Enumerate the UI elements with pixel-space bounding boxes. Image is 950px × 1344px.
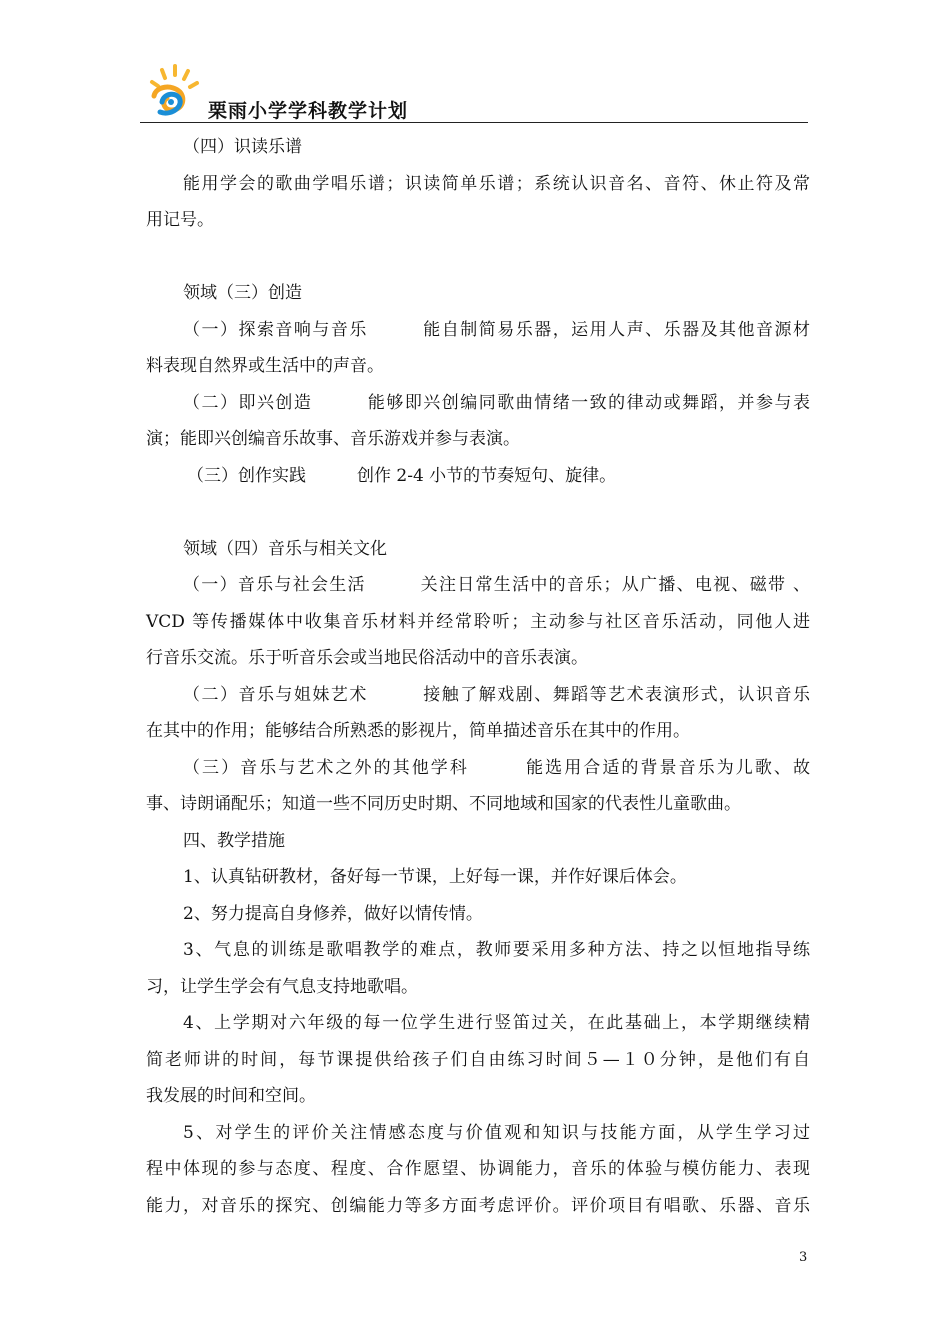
paragraph-line: （三）创作实践 创作 2-4 小节的节奏短句、旋律。: [187, 465, 617, 486]
header-divider: [140, 122, 808, 123]
section-heading: 领域（三）创造: [183, 283, 302, 303]
page-header: [140, 62, 808, 124]
paragraph-line: 能用学会的歌曲学唱乐谱；识读简单乐谱；系统认识音名、音符、休止符及常: [183, 173, 810, 194]
paragraph-line: 事、诗朗诵配乐；知道一些不同历史时期、不同地域和国家的代表性儿童歌曲。: [146, 794, 741, 814]
blank-line: [146, 494, 810, 531]
paragraph-line: 简老师讲的时间，每节课提供给孩子们自由练习时间５—１０分钟，是他们有自: [146, 1049, 810, 1070]
paragraph-line: （二）音乐与姐妹艺术 接触了解戏剧、舞蹈等艺术表演形式，认识音乐: [183, 684, 810, 705]
paragraph-line: （三）音乐与艺术之外的其他学科 能选用合适的背景音乐为儿歌、故: [183, 757, 810, 778]
paragraph-line: （一）探索音响与音乐 能自制简易乐器，运用人声、乐器及其他音源材: [183, 319, 810, 340]
paragraph-line: 用记号。: [146, 210, 214, 230]
section-heading: （四）识读乐谱: [183, 137, 302, 157]
section-heading: 领域（四）音乐与相关文化: [183, 538, 387, 559]
list-item: 3、气息的训练是歌唱教学的难点，教师要采用多种方法、持之以恒地指导练: [183, 940, 810, 960]
paragraph-line: 料表现自然界或生活中的声音。: [146, 356, 384, 376]
paragraph-line: 习，让学生学会有气息支持地歌唱。: [146, 976, 418, 997]
school-logo-icon: [142, 62, 202, 118]
paragraph-line: （一）音乐与社会生活 关注日常生活中的音乐；从广播、电视、磁带 、: [183, 575, 810, 595]
paragraph-line: VCD 等传播媒体中收集音乐材料并经常聆听；主动参与社区音乐活动，同他人进: [146, 611, 810, 632]
document-title: 栗雨小学学科教学计划: [208, 100, 409, 122]
paragraph-line: 我发展的时间和空间。: [146, 1086, 316, 1106]
page-number: 3: [799, 1250, 808, 1265]
paragraph-line: 行音乐交流。乐于听音乐会或当地民俗活动中的音乐表演。: [146, 648, 588, 668]
list-item: 4、上学期对六年级的每一位学生进行竖笛过关，在此基础上，本学期继续精: [183, 1013, 810, 1033]
list-item: 1、认真钻研教材，备好每一节课，上好每一课，并作好课后体会。: [183, 867, 687, 887]
paragraph-line: 程中体现的参与态度、程度、合作愿望、协调能力，音乐的体验与模仿能力、表现: [146, 1159, 810, 1179]
document-body: [146, 129, 810, 1224]
paragraph-line: 能力，对音乐的探究、创编能力等多方面考虑评价。评价项目有唱歌、乐器、音乐: [146, 1195, 810, 1216]
paragraph-line: 在其中的作用；能够结合所熟悉的影视片，简单描述音乐在其中的作用。: [146, 721, 690, 741]
paragraph-line: （二）即兴创造 能够即兴创编同歌曲情绪一致的律动或舞蹈，并参与表: [183, 392, 810, 413]
blank-line: [146, 239, 810, 276]
list-item: 5、对学生的评价关注情感态度与价值观和知识与技能方面，从学生学习过: [183, 1122, 810, 1143]
section-heading: 四、教学措施: [183, 830, 285, 851]
paragraph-line: 演；能即兴创编音乐故事、音乐游戏并参与表演。: [146, 429, 520, 449]
list-item: 2、努力提高自身修养，做好以情传情。: [183, 903, 483, 924]
